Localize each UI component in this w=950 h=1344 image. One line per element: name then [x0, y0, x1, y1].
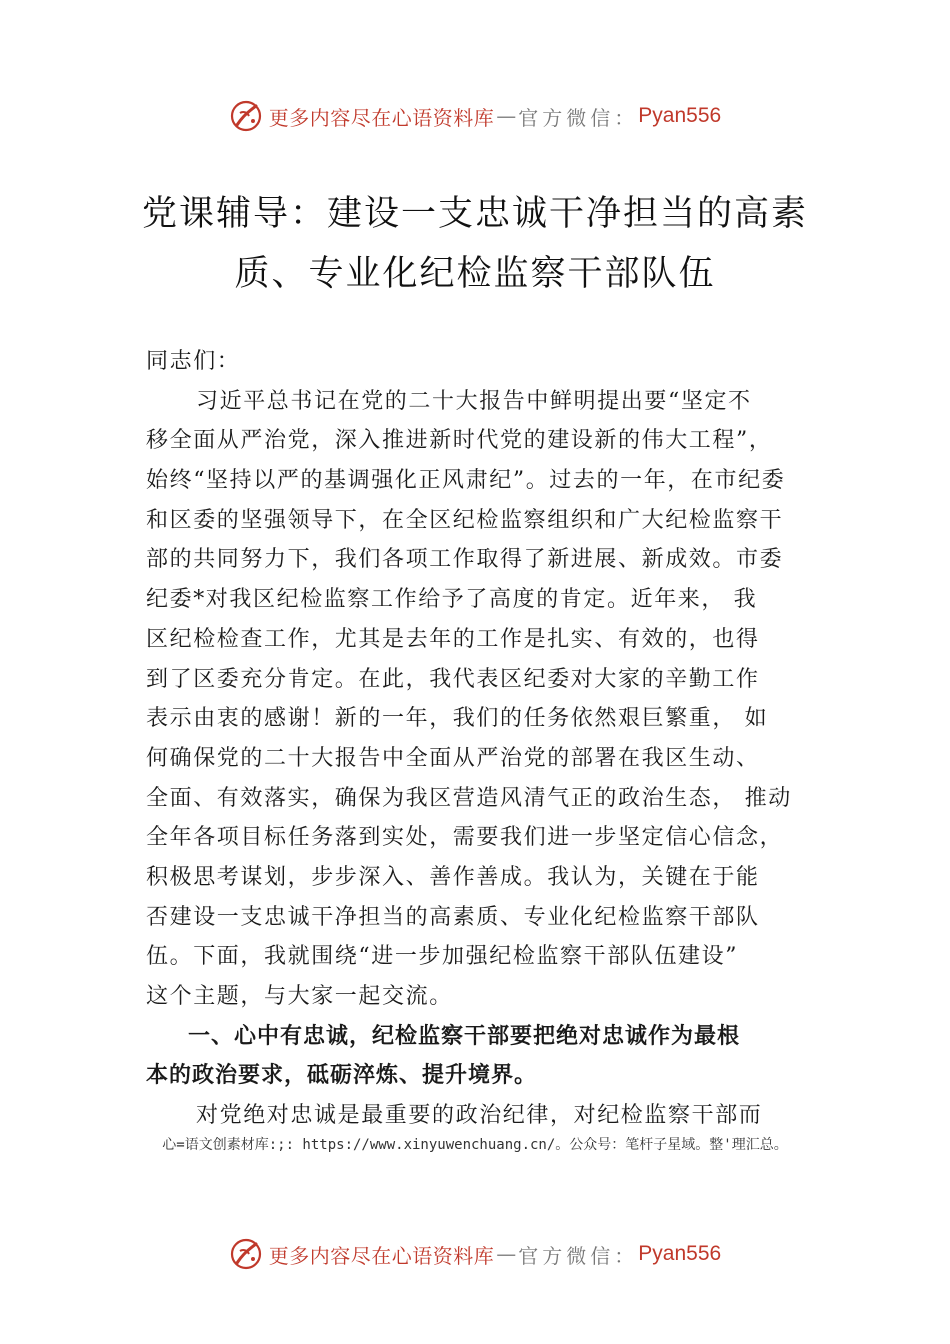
paragraph-line: 全面、有效落实，确保为我区营造风清气正的政治生态， 推动 [146, 785, 792, 811]
brush-logo-icon [229, 99, 263, 133]
paragraph-line: 纪委*对我区纪检监察工作给予了高度的肯定。近年来， 我 [146, 587, 758, 613]
document-body [146, 342, 816, 1136]
paragraph-line: 伍。下面，我就围绕“进一步加强纪检监察干部队伍建设” [146, 944, 739, 970]
paragraph-line: 区纪检检查工作，尤其是去年的工作是扎实、有效的，也得 [146, 626, 760, 652]
title-line-2: 质、专业化纪检监察干部队伍 [234, 254, 716, 294]
paragraph-line: 移全面从严治党，深入推进新时代党的建设新的伟大工程”， [146, 428, 773, 454]
paragraph-line: 始终“坚持以严的基调强化正风肃纪”。过去的一年，在市纪委 [146, 468, 786, 494]
paragraph-line: 到了区委充分肯定。在此，我代表区纪委对大家的辛勤工作 [146, 666, 760, 692]
paragraph-line: 否建设一支忠诚干净担当的高素质、专业化纪检监察干部队 [146, 904, 760, 930]
banner-wechat-label: 官方微信： [518, 105, 639, 130]
paragraph-line: 何确保党的二十大报告中全面从严治党的部署在我区生动、 [146, 745, 760, 771]
paragraph-line: 全年各项目标任务落到实处，需要我们进一步坚定信心信念， [146, 825, 784, 851]
banner-wechat-id: Pyan556 [638, 1242, 722, 1265]
title-line-1: 党课辅导：建设一支忠诚干净担当的高素 [141, 194, 808, 234]
paragraph-line: 习近平总书记在党的二十大报告中鲜明提出要“坚定不 [196, 388, 752, 414]
banner-wechat-id: Pyan556 [638, 104, 722, 127]
header-banner [0, 96, 950, 136]
paragraph-line: 和区委的坚强领导下，在全区纪检监察组织和广大纪检监察干 [146, 507, 784, 533]
paragraph-line: 积极思考谋划，步步深入、善作善成。我认为，关键在于能 [146, 864, 760, 890]
banner-wechat-label: 官方微信： [518, 1243, 639, 1268]
paragraph-line: 部的共同努力下，我们各项工作取得了新进展、新成效。市委 [146, 547, 784, 573]
banner-dash: — [496, 1242, 517, 1266]
source-watermark: 心=语文创素材库:;: https://www.xinyuwenchuang.cn/。公众号：笔杆子星域。整'理汇总。 [162, 1137, 788, 1153]
banner-title: 更多内容尽在心语资料库 [268, 105, 495, 130]
paragraph-line: 对党绝对忠诚是最重要的政治纪律，对纪检监察干部而 [196, 1103, 763, 1129]
section-heading-line: 一、心中有忠诚，纪检监察干部要把绝对忠诚作为最根 [188, 1023, 741, 1049]
banner-dash: — [496, 104, 517, 128]
brush-logo-icon [229, 1237, 263, 1271]
footer-banner [0, 1234, 950, 1274]
greeting: 同志们： [146, 349, 241, 374]
paragraph-line: 这个主题，与大家一起交流。 [146, 984, 453, 1009]
paragraph-line: 表示由衷的感谢！新的一年，我们的任务依然艰巨繁重， 如 [146, 706, 769, 732]
document-title [100, 184, 850, 304]
banner-title: 更多内容尽在心语资料库 [268, 1243, 495, 1268]
section-heading-line: 本的政治要求，砥砺淬炼、提升境界。 [146, 1063, 538, 1089]
